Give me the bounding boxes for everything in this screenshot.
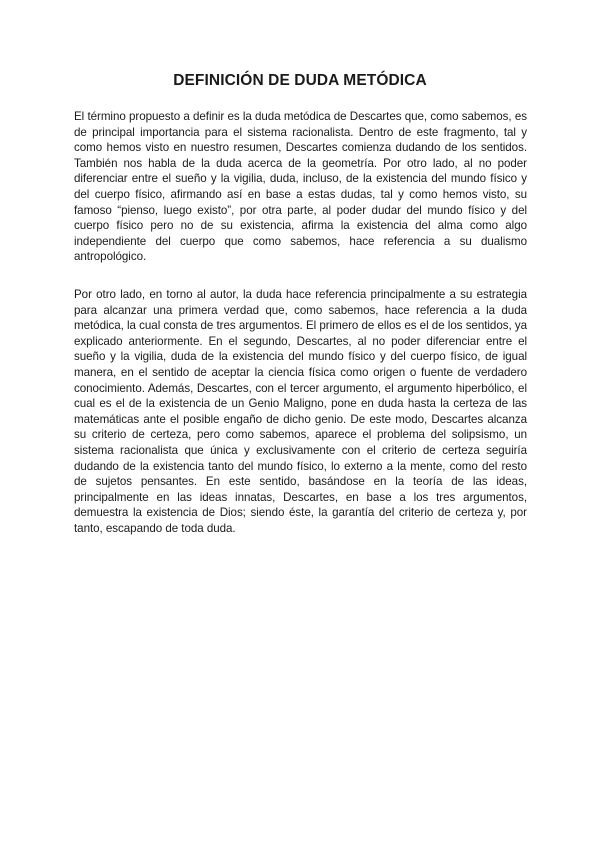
document-title: DEFINICIÓN DE DUDA METÓDICA (173, 72, 427, 89)
paragraph-2: Por otro lado, en torno al autor, la duda hace referencia principalmente a su estrategia para alcanzar una primera verdad que, como sabemos, hace referencia a la duda metódica, la cual consta de tres argumentos. El primero de ellos es el de los sentidos, ya explicado anteriormente. En el segundo, Descartes, al no poder diferenciar entre el sueño y la vigilia, duda de la existencia del mundo físico y del cuerpo físico, de igual manera, en el sentido de aceptar la ciencia física como origen o fuente de verdadero conocimiento. Además, Descartes, con el tercer argumento, el argumento hiperbólico, el cual es el de la existencia de un Genio Maligno, pone en duda hasta la certeza de las matemáticas ante el posible engaño de dicho genio. De este modo, Descartes alcanza su criterio de certeza, pero como sabemos, aparece el problema del solipsismo, un sistema racionalista que única y exclusivamente con el criterio de certeza seguiría dudando de la existencia tanto del mundo físico, lo externo a la mente, como del resto de sujetos pensantes. En este sentido, basándose en la teoría de las ideas, principalmente en las ideas innatas, Descartes, en base a los tres argumentos, demuestra la existencia de Dios; siendo éste, la garantía del criterio de certeza y, por tanto, escapando de toda duda. (74, 288, 527, 535)
paragraph-1: El término propuesto a definir es la duda metódica de Descartes que, como sabemos, es de principal importancia para el sistema racionalista. Dentro de este fragmento, tal y como hemos visto en nuestro resumen, Descartes comienza dudando de los sentidos. También nos habla de la duda acerca de la geometría. Por otro lado, al no poder diferenciar entre el sueño y la vigilia, duda, incluso, de la existencia del mundo físico y del cuerpo físico, afirmando así en base a estas dudas, tal y como hemos visto, su famoso “pienso, luego existo”, por otra parte, al poder dudar del mundo físico y del cuerpo físico pero no de su existencia, afirma la existencia del alma como algo independiente del cuerpo que como sabemos, hace referencia a su dualismo antropológico. (74, 110, 527, 264)
